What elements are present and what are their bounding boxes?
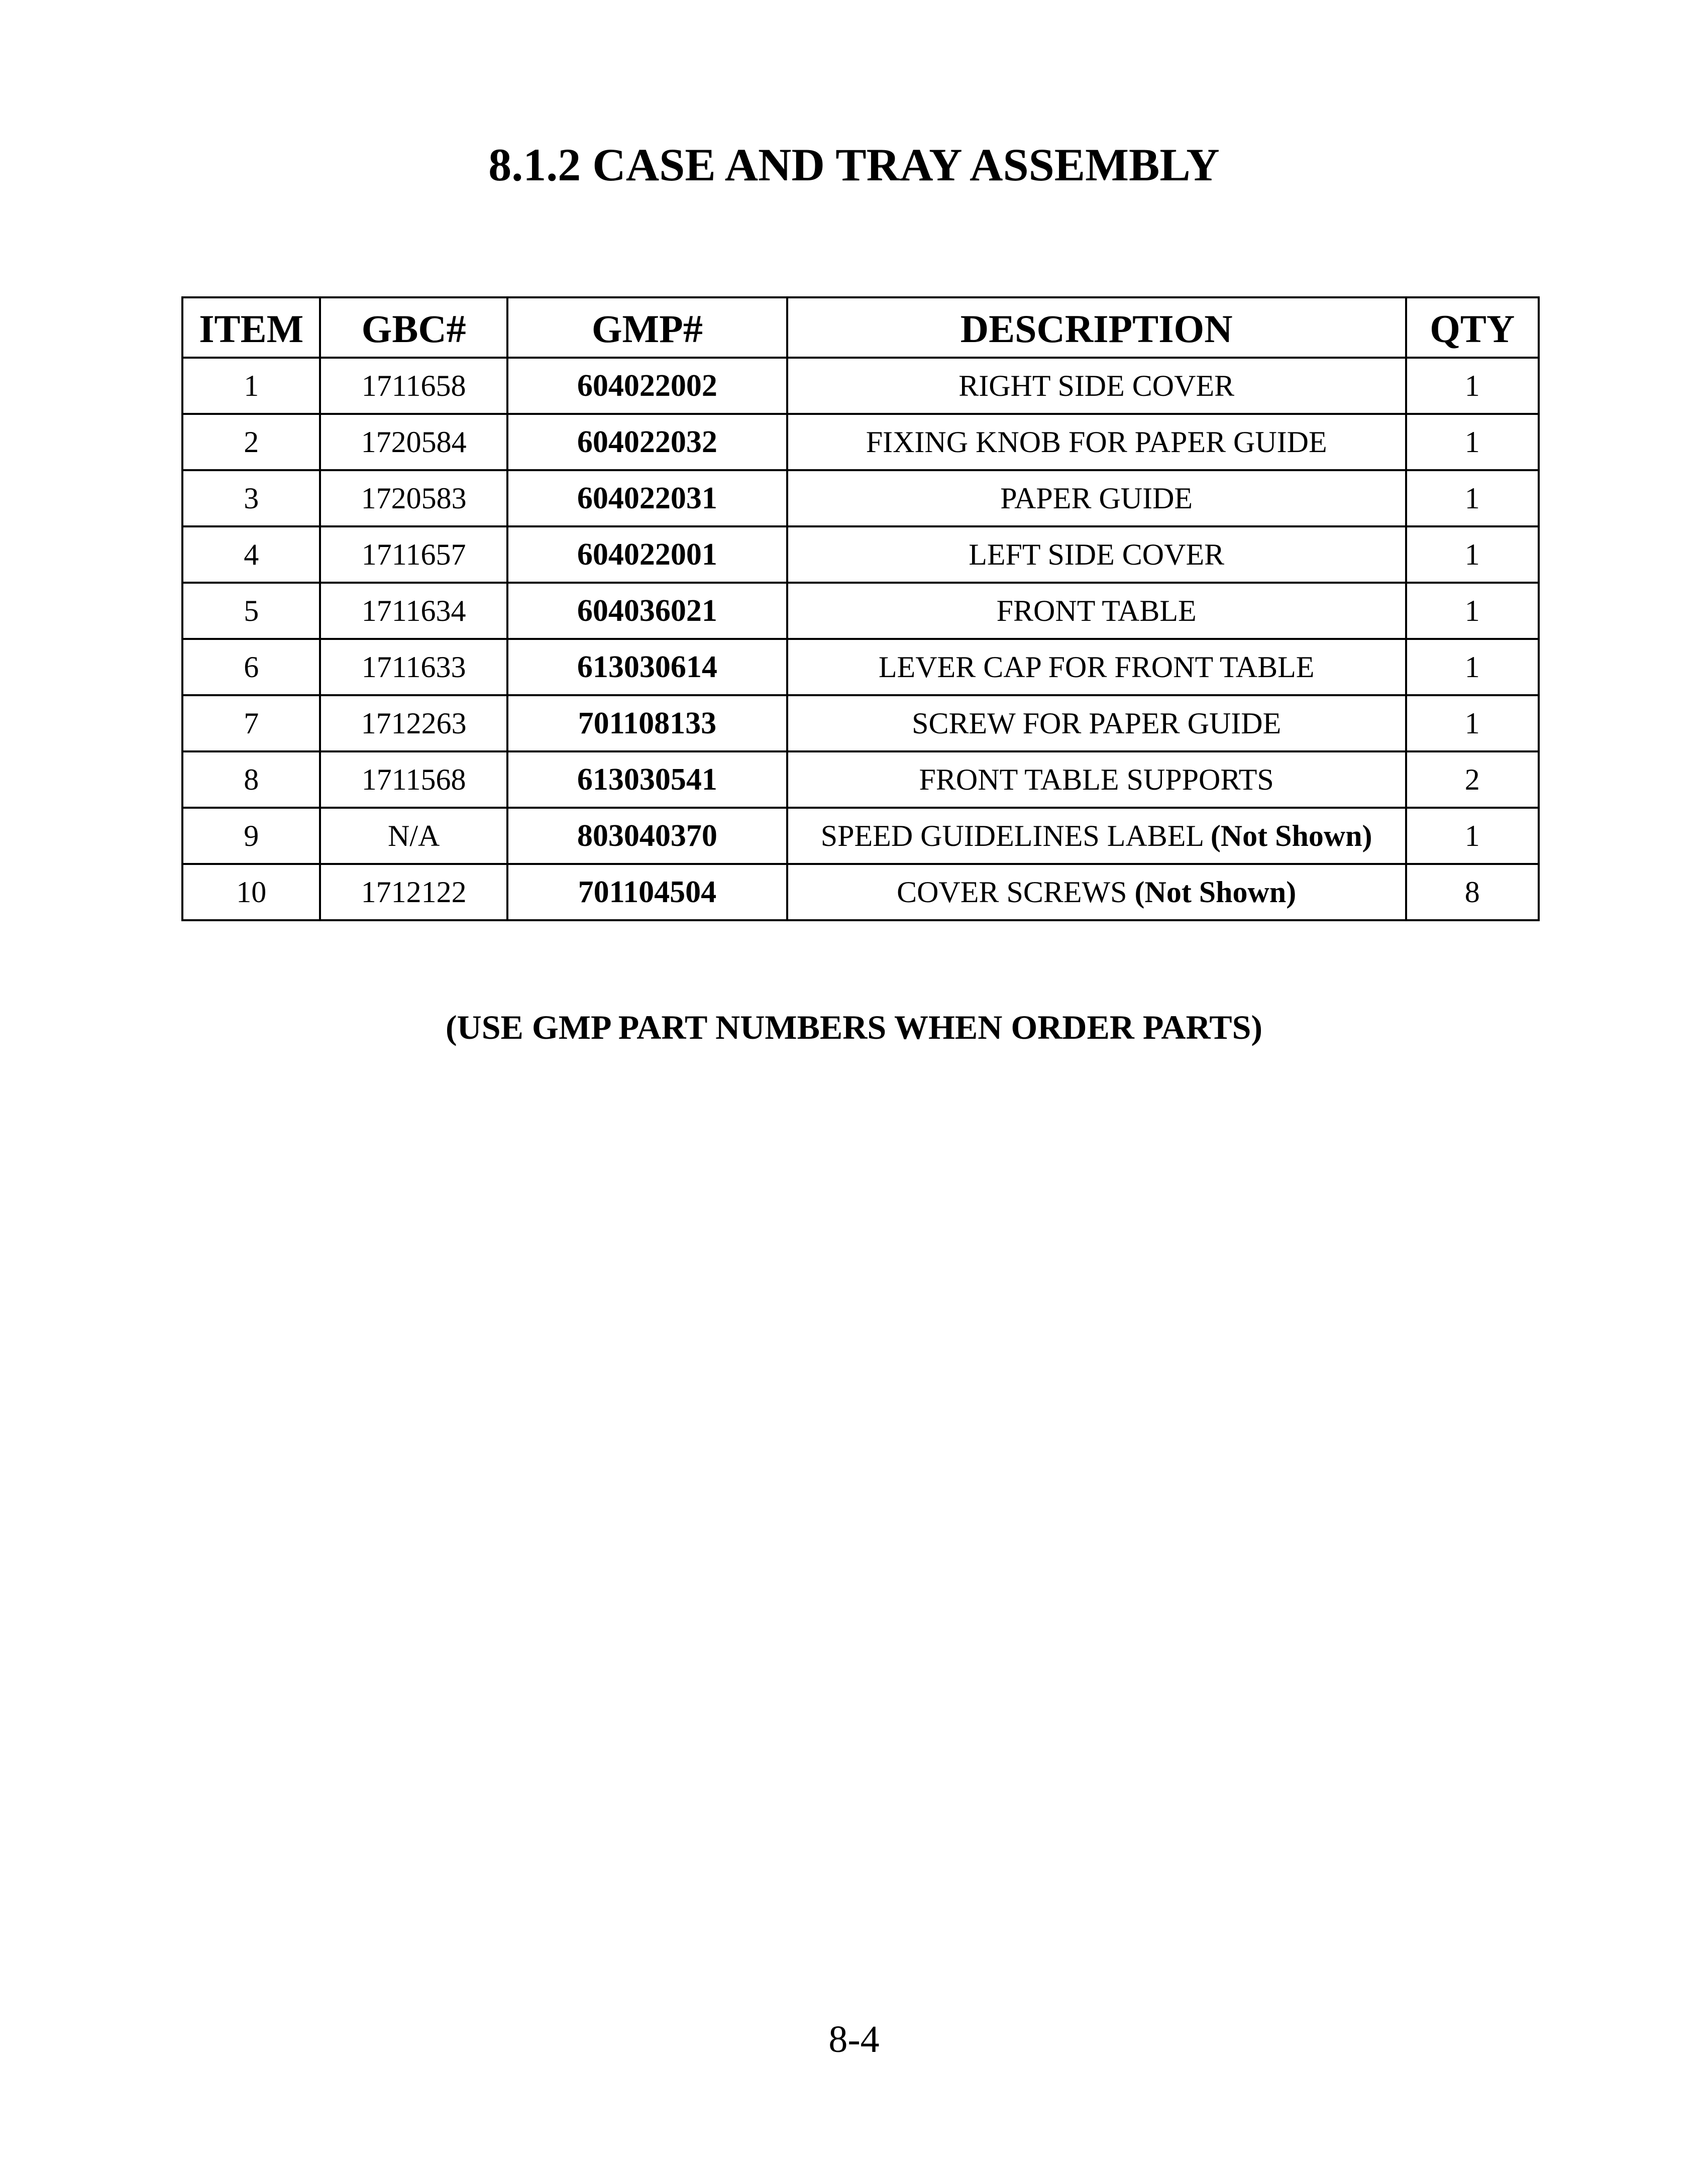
description-cell	[787, 808, 1406, 864]
description-cell	[787, 526, 1406, 583]
table-row	[182, 808, 1539, 864]
qty-cell: 1	[1406, 526, 1539, 583]
gmp-cell: 701108133	[507, 695, 787, 751]
qty-cell: 1	[1406, 639, 1539, 695]
gmp-cell: 613030541	[507, 751, 787, 808]
item-cell: 9	[182, 808, 320, 864]
qty-cell: 1	[1406, 414, 1539, 470]
gmp-cell: 701104504	[507, 864, 787, 920]
gmp-cell: 613030614	[507, 639, 787, 695]
description-cell	[787, 583, 1406, 639]
header-qty: QTY	[1406, 297, 1539, 358]
header-description: DESCRIPTION	[787, 297, 1406, 358]
table-row	[182, 358, 1539, 414]
description-text: PAPER GUIDE	[1000, 481, 1193, 515]
order-note: (USE GMP PART NUMBERS WHEN ORDER PARTS)	[445, 1008, 1263, 1046]
not-shown-note: (Not Shown)	[1134, 875, 1297, 909]
item-cell: 1	[182, 358, 320, 414]
description-cell	[787, 358, 1406, 414]
qty-cell: 1	[1406, 358, 1539, 414]
gbc-cell: 1711568	[320, 751, 507, 808]
description-text: FRONT TABLE SUPPORTS	[919, 762, 1274, 796]
description-cell	[787, 864, 1406, 920]
gmp-cell: 604022032	[507, 414, 787, 470]
item-cell: 5	[182, 583, 320, 639]
gmp-cell: 604022002	[507, 358, 787, 414]
gbc-cell: 1712122	[320, 864, 507, 920]
gbc-cell: N/A	[320, 808, 507, 864]
gbc-cell: 1712263	[320, 695, 507, 751]
qty-cell: 1	[1406, 583, 1539, 639]
item-cell: 3	[182, 470, 320, 526]
gbc-cell: 1711633	[320, 639, 507, 695]
description-text: LEVER CAP FOR FRONT TABLE	[878, 650, 1315, 684]
description-text: SPEED GUIDELINES LABEL	[820, 819, 1203, 852]
gmp-cell: 604036021	[507, 583, 787, 639]
page-title: 8.1.2 CASE AND TRAY ASSEMBLY	[488, 139, 1220, 190]
description-cell	[787, 695, 1406, 751]
item-cell: 8	[182, 751, 320, 808]
table-row	[182, 470, 1539, 526]
item-cell: 6	[182, 639, 320, 695]
gmp-cell: 604022001	[507, 526, 787, 583]
description-text: SCREW FOR PAPER GUIDE	[912, 706, 1282, 740]
item-cell: 4	[182, 526, 320, 583]
description-text: COVER SCREWS	[897, 875, 1127, 909]
table-row	[182, 526, 1539, 583]
description-cell	[787, 470, 1406, 526]
gbc-cell: 1720583	[320, 470, 507, 526]
qty-cell: 1	[1406, 808, 1539, 864]
item-cell: 10	[182, 864, 320, 920]
table-header-row	[182, 297, 1539, 358]
table-row	[182, 751, 1539, 808]
table-row	[182, 414, 1539, 470]
header-gmp: GMP#	[507, 297, 787, 358]
qty-cell: 2	[1406, 751, 1539, 808]
gbc-cell: 1711657	[320, 526, 507, 583]
description-cell	[787, 751, 1406, 808]
description-text: FIXING KNOB FOR PAPER GUIDE	[866, 425, 1327, 459]
table-row	[182, 695, 1539, 751]
parts-table	[181, 296, 1540, 921]
item-cell: 2	[182, 414, 320, 470]
gbc-cell: 1711634	[320, 583, 507, 639]
gbc-cell: 1720584	[320, 414, 507, 470]
qty-cell: 1	[1406, 470, 1539, 526]
gbc-cell: 1711658	[320, 358, 507, 414]
description-text: LEFT SIDE COVER	[969, 537, 1225, 571]
not-shown-note: (Not Shown)	[1210, 819, 1372, 852]
table-row	[182, 583, 1539, 639]
page-number: 8-4	[828, 2018, 880, 2060]
description-text: RIGHT SIDE COVER	[958, 369, 1235, 402]
header-item: ITEM	[182, 297, 320, 358]
table-row	[182, 639, 1539, 695]
table-row	[182, 864, 1539, 920]
description-text: FRONT TABLE	[996, 594, 1197, 627]
gmp-cell: 604022031	[507, 470, 787, 526]
header-gbc: GBC#	[320, 297, 507, 358]
qty-cell: 8	[1406, 864, 1539, 920]
description-cell	[787, 414, 1406, 470]
qty-cell: 1	[1406, 695, 1539, 751]
description-cell	[787, 639, 1406, 695]
gmp-cell: 803040370	[507, 808, 787, 864]
item-cell: 7	[182, 695, 320, 751]
